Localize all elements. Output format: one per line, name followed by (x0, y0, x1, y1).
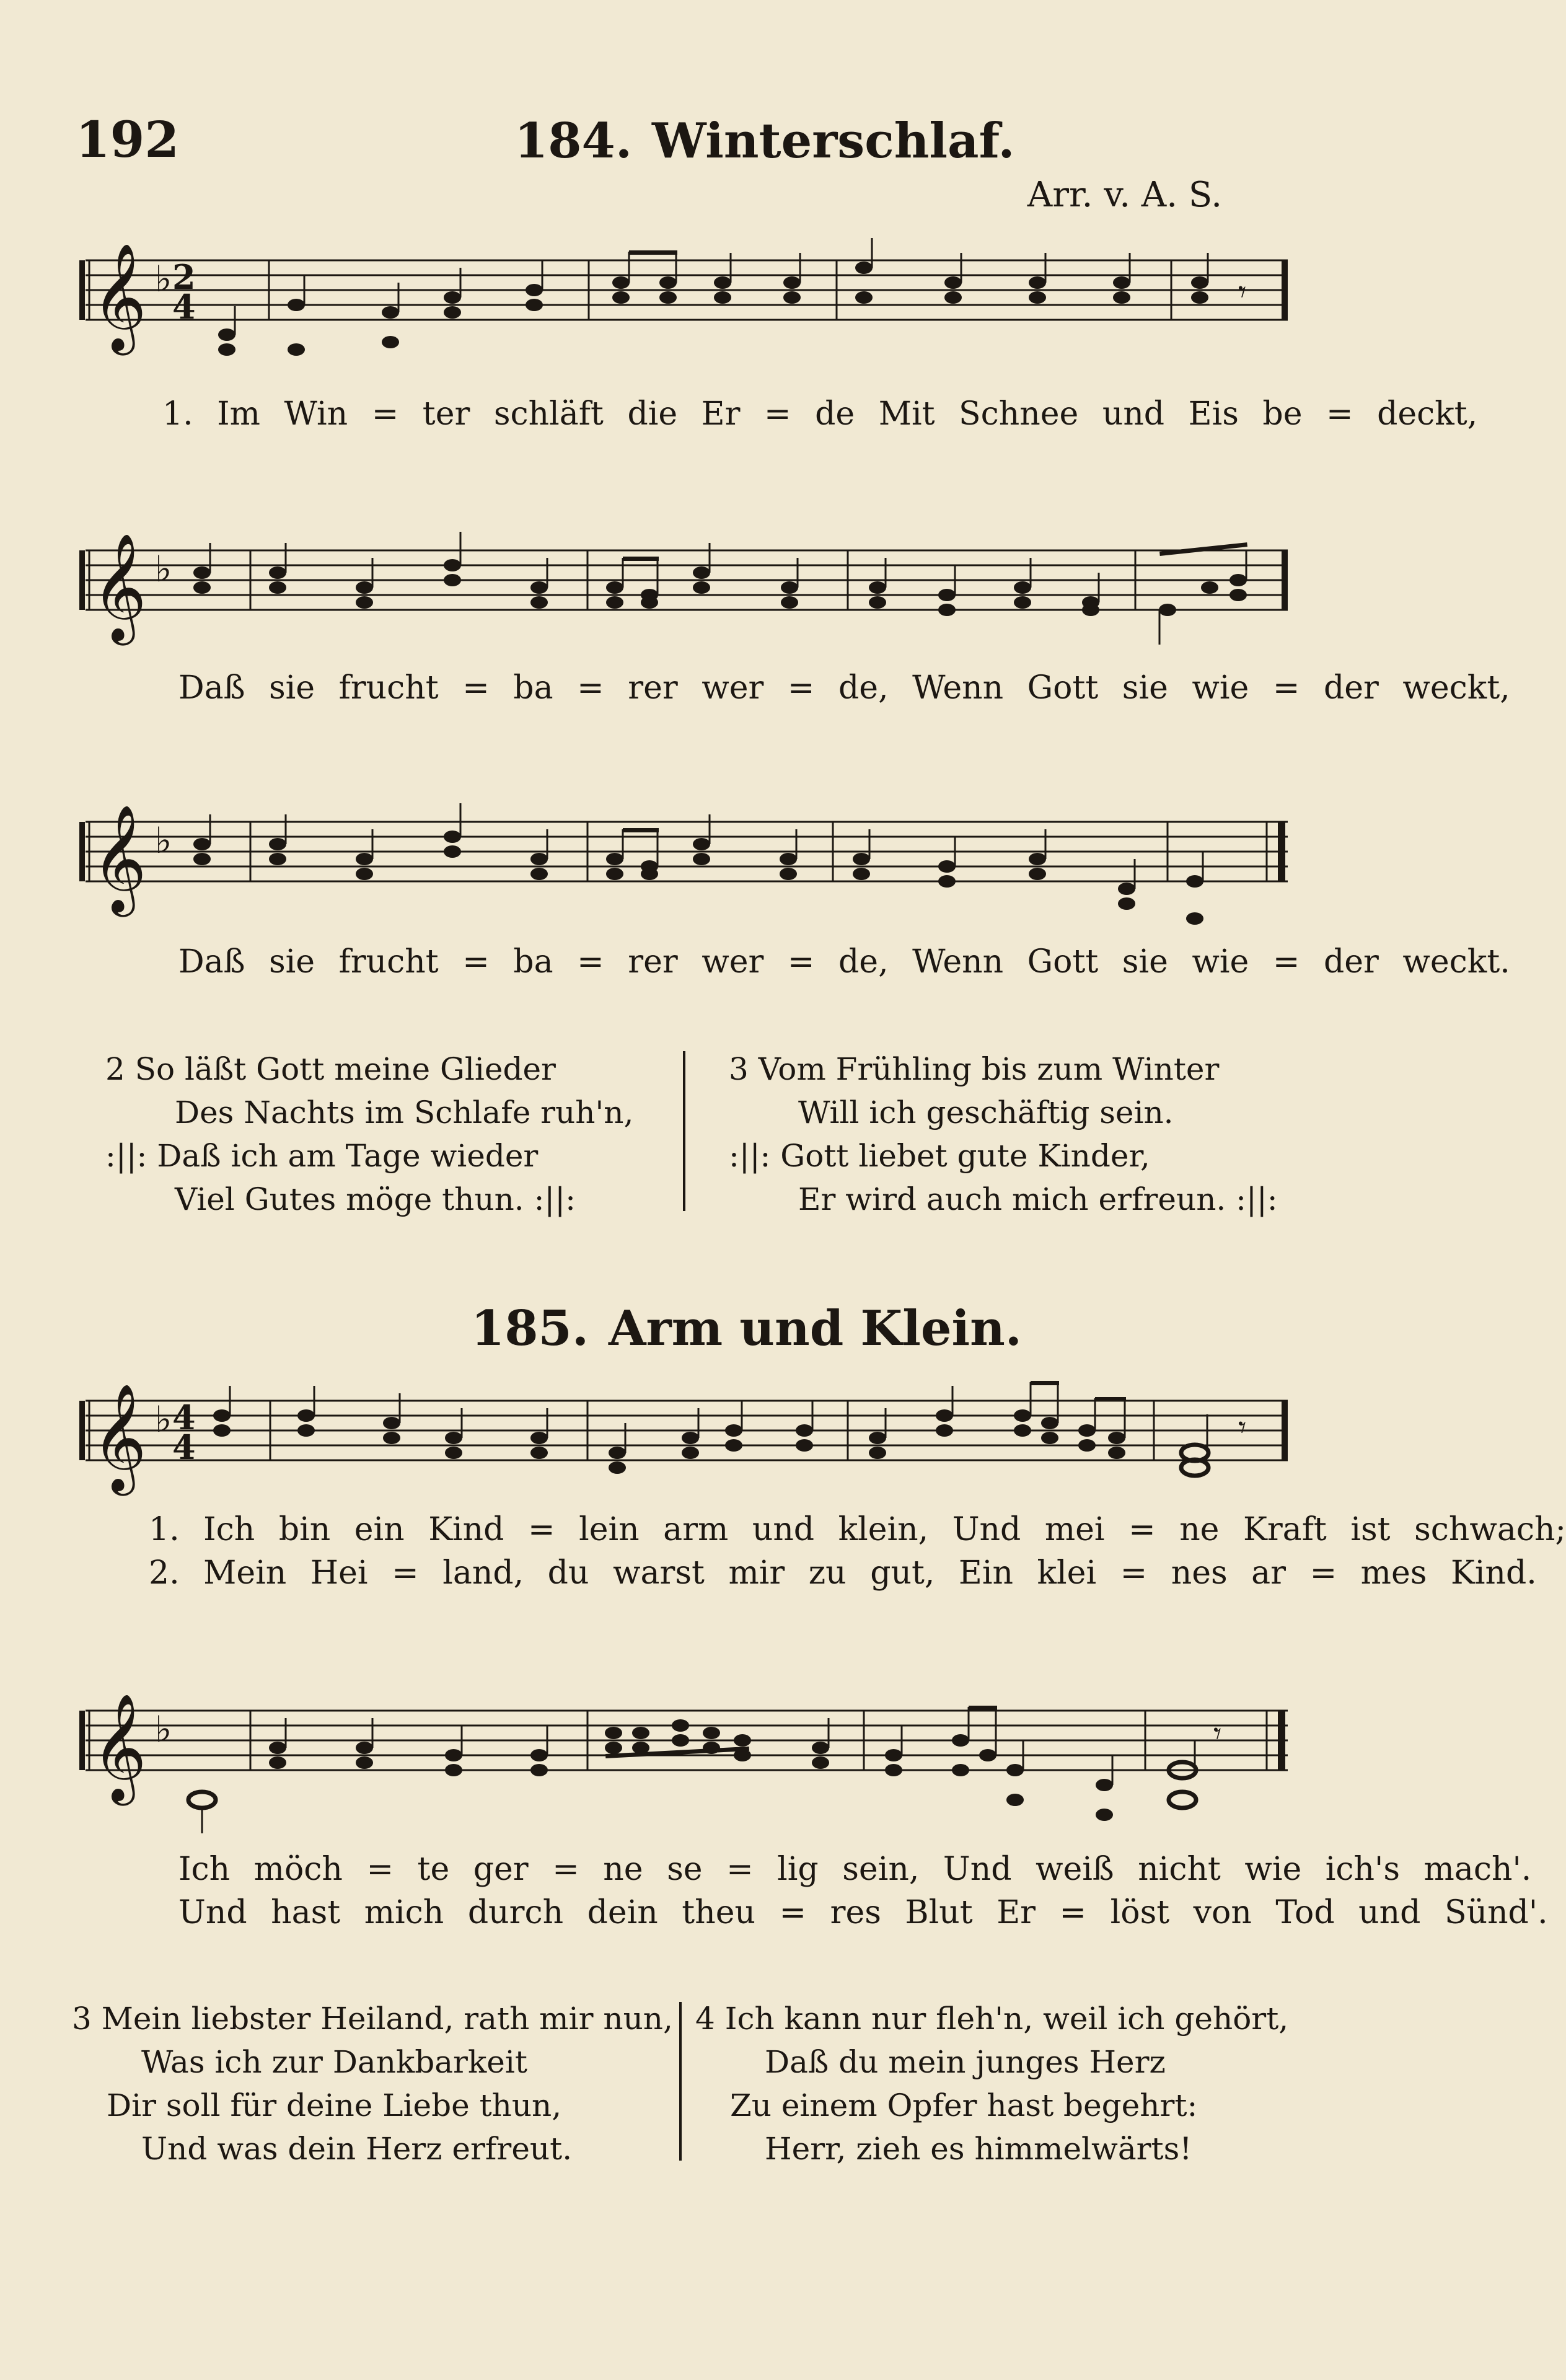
verse-line: Will ich geschäftig sein. (798, 1095, 1174, 1130)
hymn-185-staff-2 (73, 1686, 1295, 1835)
hymn-184-verse-2 (105, 1047, 633, 1221)
hymn-185-title (471, 1300, 1022, 1357)
svg-text:♭: ♭ (155, 258, 172, 300)
hymn-185-number: 185. (471, 1300, 589, 1357)
verse-line: 3 Vom Frühling bis zum Winter (729, 1051, 1220, 1087)
hymn-184-staff-1 (73, 229, 1295, 378)
page-number: 192 (76, 110, 179, 169)
verse-line: Und was dein Herz erfreut. (141, 2131, 573, 2167)
svg-text:2: 2 (172, 257, 196, 297)
svg-text:4: 4 (172, 1398, 196, 1437)
verse-line: :||: Daß ich am Tage wieder (105, 1138, 539, 1174)
svg-text:𝄾: 𝄾 (1213, 1716, 1222, 1752)
hymn-184-staff-3 (73, 787, 1295, 936)
verse-line: Herr, zieh es himmelwärts! (765, 2131, 1192, 2167)
verse-line: Dir soll für deine Liebe thun, (107, 2087, 562, 2123)
svg-text:♭: ♭ (155, 548, 172, 590)
hymn-184-title-text: Winterschlaf. (651, 113, 1015, 169)
hymn-185-lyrics-line-1-verse-1: 1. Ich bin ein Kind = lein arm und klein, Und mei = ne Kraft ist schwach; (149, 1511, 1566, 1548)
svg-text:𝄞: 𝄞 (92, 1693, 147, 1801)
hymn-184-number: 184. (514, 113, 632, 169)
hymn-184-title (514, 113, 1015, 169)
hymn-185-staff-1 (73, 1376, 1295, 1500)
hymn-185-lyrics-line-2-verse-2: Und hast mich durch dein theu = res Blut Er = löst von Tod und Sünd'. (178, 1894, 1548, 1931)
verse-divider (679, 2002, 682, 2161)
hymn-184-lyrics-line-1: 1. Im Win = ter schläft die Er = de Mit Schnee und Eis be = deckt, (162, 395, 1478, 433)
svg-text:𝄾: 𝄾 (1238, 1409, 1247, 1445)
hymn-185-lyrics-line-1-verse-2: 2. Mein Hei = land, du warst mir zu gut, Ein klei = nes ar = mes Kind. (149, 1554, 1537, 1592)
svg-text:♭: ♭ (155, 1398, 172, 1440)
verse-line: Was ich zur Dankbarkeit (141, 2044, 527, 2080)
verse-line: 4 Ich kann nur fleh'n, weil ich gehört, (695, 2001, 1289, 2037)
hymn-185-title-text: Arm und Klein. (608, 1300, 1022, 1357)
svg-text:𝄞: 𝄞 (92, 1383, 147, 1491)
verse-line: Zu einem Opfer hast begehrt: (730, 2087, 1198, 2123)
hymn-184-arranger: Arr. v. A. S. (1027, 175, 1222, 215)
hymn-185-verse-4 (695, 1997, 1288, 2171)
hymn-184-staff-2 (73, 514, 1295, 651)
verse-line: Er wird auch mich erfreun. :||: (798, 1181, 1278, 1217)
hymn-184-lyrics-line-3: Daß sie frucht = ba = rer wer = de, Wenn Gott sie wie = der weckt. (178, 943, 1510, 981)
hymn-185-lyrics-line-2-verse-1: Ich möch = te ger = ne se = lig sein, Und weiß nicht wie ich's mach'. (178, 1851, 1532, 1888)
verse-line: :||: Gott liebet gute Kinder, (729, 1138, 1150, 1174)
svg-text:♭: ♭ (155, 1708, 172, 1750)
svg-text:4: 4 (172, 287, 196, 327)
verse-line: Daß du mein junges Herz (765, 2044, 1166, 2080)
verse-line: Des Nachts im Schlafe ruh'n, (175, 1095, 634, 1130)
svg-text:♭: ♭ (155, 819, 172, 862)
verse-line: 3 Mein liebster Heiland, rath mir nun, (72, 2001, 673, 2037)
verse-line: 2 So läßt Gott meine Glieder (105, 1051, 556, 1087)
svg-text:4: 4 (172, 1427, 196, 1467)
verse-divider (683, 1051, 685, 1211)
svg-text:𝄞: 𝄞 (92, 533, 147, 641)
svg-text:𝄾: 𝄾 (1238, 274, 1247, 310)
hymn-184-lyrics-line-2: Daß sie frucht = ba = rer wer = de, Wenn Gott sie wie = der weckt, (178, 669, 1510, 707)
hymn-185-verse-3 (72, 1997, 673, 2171)
hymn-184-verse-3 (729, 1047, 1278, 1221)
svg-text:𝄞: 𝄞 (92, 243, 147, 351)
svg-text:𝄞: 𝄞 (92, 804, 147, 912)
verse-line: Viel Gutes möge thun. :||: (175, 1181, 576, 1217)
